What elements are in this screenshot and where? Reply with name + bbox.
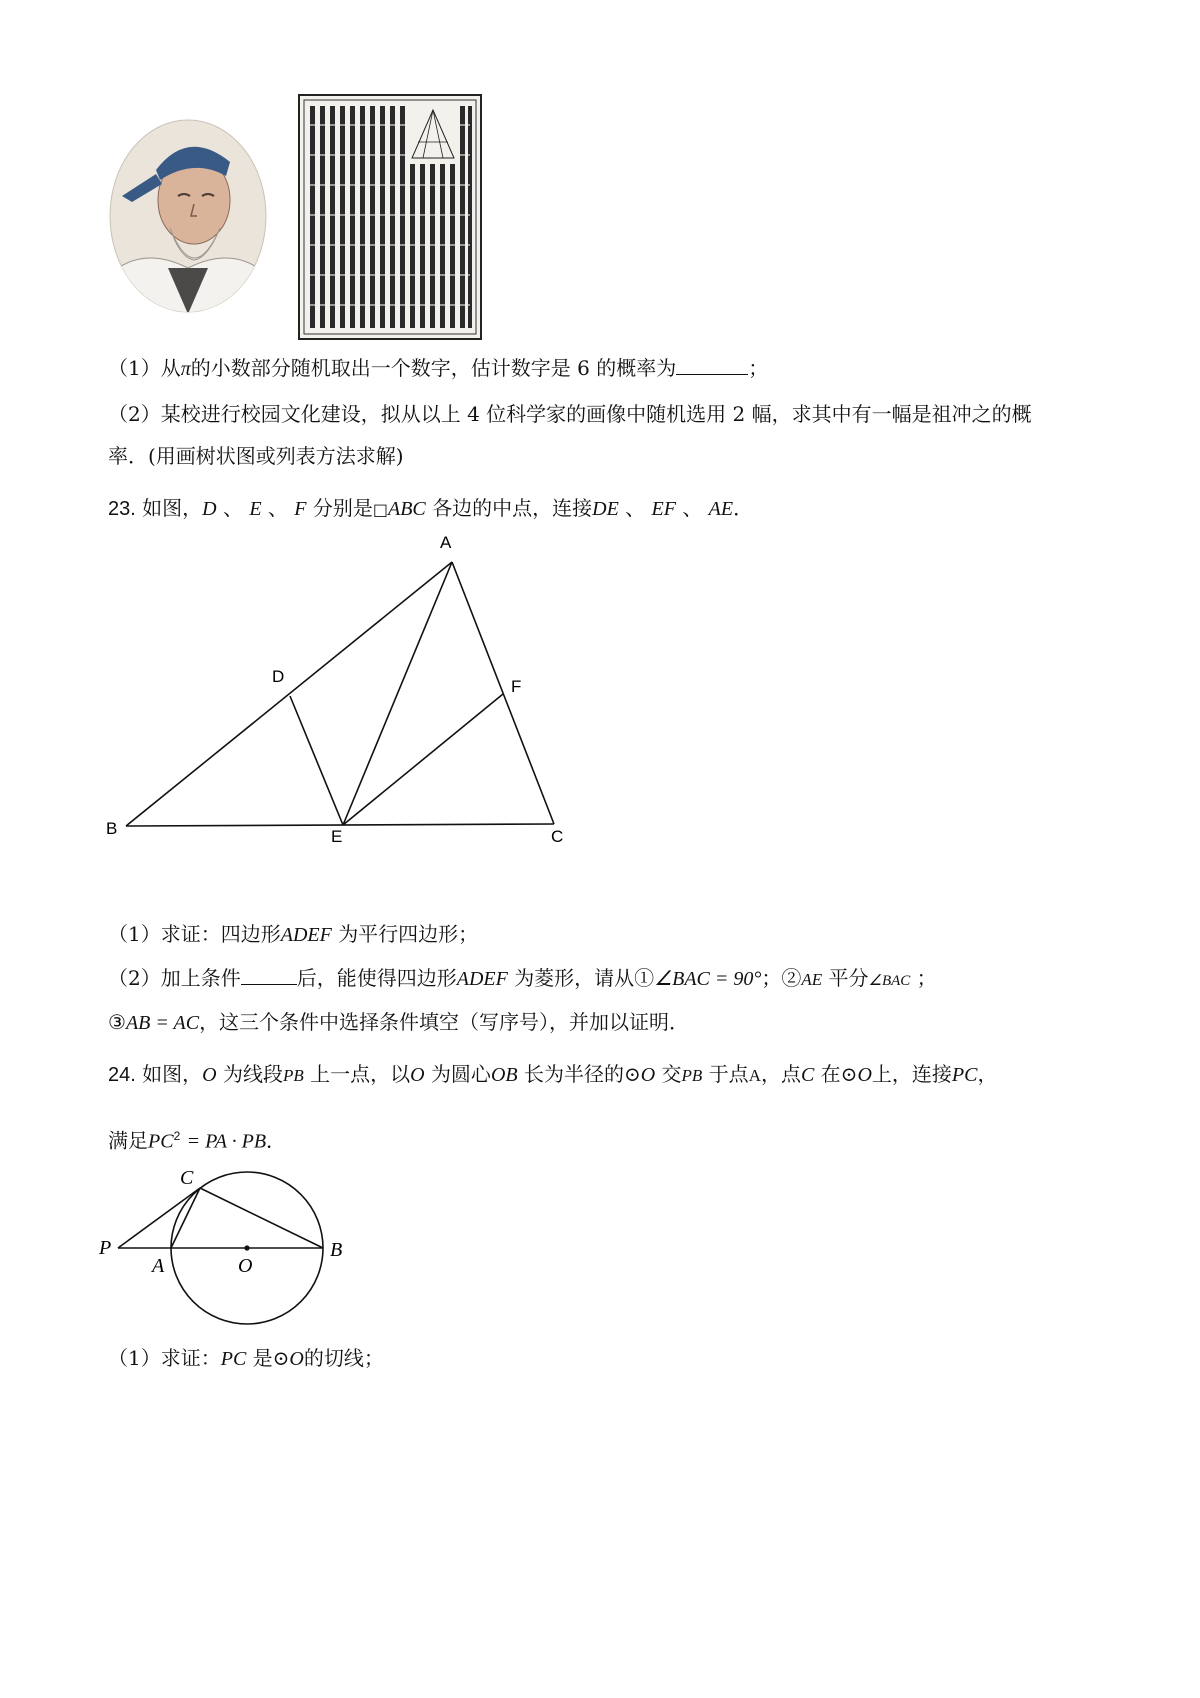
q22-sub2-line1 [108,400,1032,428]
label-C: C [551,827,564,846]
var-PC: PC [148,1130,174,1153]
var-AE: AE [708,498,734,520]
q24-text: 如图， [142,1062,203,1086]
var-PC: PC [220,1348,247,1370]
label-B: B [330,1239,343,1261]
side-BC [126,824,554,826]
var-PB: PB [282,1066,304,1085]
q22-sub2-text-cont: 率．(用画树状图或列表方法求解) [108,444,404,468]
q24-text: ， [977,1062,998,1086]
var-D: D [202,498,217,520]
q22-sub1-end: ； [748,356,769,380]
var-DE: DE [592,498,619,520]
sep: 、 [222,496,243,520]
sep: 、 [625,496,646,520]
q23-sub2-line1 [108,964,937,995]
q23-sub2-text: ；② [761,966,802,990]
circled-3: ③ [108,1010,126,1034]
q22-sub2-text: （2）某校进行校园文化建设，拟从以上 4 位科学家的画像中随机选用 2 幅，求其中有一幅是祖冲之的概 [108,402,1032,426]
var-F: F [294,498,307,520]
q23-sub2-text: 为菱形，请从① [514,966,655,990]
label-F: F [511,677,522,696]
q24-text: 为圆心 [430,1062,491,1086]
q24-text: 在⊙ [820,1062,858,1086]
q24-sub1-text: 是⊙ [252,1346,290,1370]
question-number: 24. [108,1064,136,1086]
q24-sub1 [108,1344,384,1373]
q23-text: 如图， [142,496,203,520]
segment-AE [343,562,452,825]
segment-CA [171,1188,200,1248]
label-O: O [238,1255,253,1277]
circle-figure [96,1162,366,1334]
q23-text: 分别是 [312,496,373,520]
exponent-2: 2 [173,1129,181,1143]
q22-sub2-line2 [108,442,404,470]
period: ． [266,1128,287,1153]
q23-sub2-text: 平分 [828,966,869,990]
sep: 、 [267,496,288,520]
q24-stem-line2 [108,1122,286,1156]
label-A: A [440,533,452,552]
q22-sub1 [108,354,768,383]
q24-sub1-text: （1）求证： [108,1346,221,1370]
q24-text: 于点 [708,1062,749,1086]
q23-sub1 [108,920,478,949]
q23-text: 各边的中点，连接 [432,496,593,520]
triangle-figure [100,530,580,860]
label-C: C [180,1167,194,1189]
answer-blank[interactable] [241,966,297,985]
label-D: D [272,667,285,686]
q22-sub1-prefix: （1）从 [108,356,181,380]
segment-CB [200,1188,323,1248]
q24-sub1-text: 的切线； [303,1346,384,1370]
var-O: O [857,1064,872,1086]
q23-sub2-line2 [108,1008,689,1037]
ancient-text-image [298,94,482,340]
var-O: O [289,1348,304,1370]
q23-sub2-text: 后，能使得四边形 [296,966,457,990]
q23-sub1-text-b: 为平行四边形； [338,922,479,946]
equation-rhs: = PA · PB [186,1130,267,1153]
segment-EF [343,694,503,825]
answer-blank[interactable] [676,356,748,375]
var-O: O [410,1064,425,1086]
q23-sub2-text: ； [916,966,937,990]
q24-text: ，点 [760,1062,801,1086]
condition-3: AB = AC [125,1012,200,1034]
q23-sub2-text: （2）加上条件 [108,966,241,990]
center-point-O [244,1245,249,1250]
var-AE: AE [801,970,823,989]
var-O: O [202,1064,217,1086]
q24-text: 为线段 [222,1062,283,1086]
label-A: A [152,1255,165,1277]
segment-DE [290,696,343,825]
q24-text: 长为半径的⊙ [523,1062,641,1086]
label-B: B [106,819,118,838]
q23-sub2-text: ，这三个条件中选择条件填空（写序号），并加以证明． [199,1010,690,1034]
triangle-symbol: □ [372,500,388,519]
q24-text: 交 [661,1062,682,1086]
q23-stem [108,494,753,524]
side-AC [452,562,554,824]
var-EF: EF [651,498,676,520]
q24-text: 满足 [108,1128,148,1153]
q24-text: 上一点，以 [310,1062,411,1086]
period: ． [733,496,754,520]
segment-PC [118,1188,200,1248]
condition-2-angle: ∠BAC [868,973,911,989]
condition-1: ∠BAC = 90° [654,968,762,990]
label-P: P [99,1237,112,1259]
var-C: C [800,1064,815,1086]
q24-text: 上，连接 [871,1062,952,1086]
var-PB: PB [681,1066,703,1085]
var-A: A [748,1066,761,1085]
var-O: O [640,1064,656,1086]
var-E: E [249,498,262,520]
sep: 、 [682,496,703,520]
q24-stem-line1 [108,1060,997,1090]
var-ADEF: ADEF [280,924,332,946]
var-ADEF: ADEF [456,968,508,990]
var-OB: OB [490,1064,518,1086]
var-PC: PC [951,1064,978,1086]
q22-sub1-middle: 的小数部分随机取出一个数字，估计数字是 6 的概率为 [190,356,677,380]
var-ABC: ABC [387,498,426,520]
q23-sub1-text: （1）求证：四边形 [108,922,281,946]
question-number: 23. [108,498,136,520]
side-AB [126,562,452,826]
label-E: E [331,827,343,846]
pi-symbol: π [180,358,191,380]
scientist-portrait [108,118,268,314]
